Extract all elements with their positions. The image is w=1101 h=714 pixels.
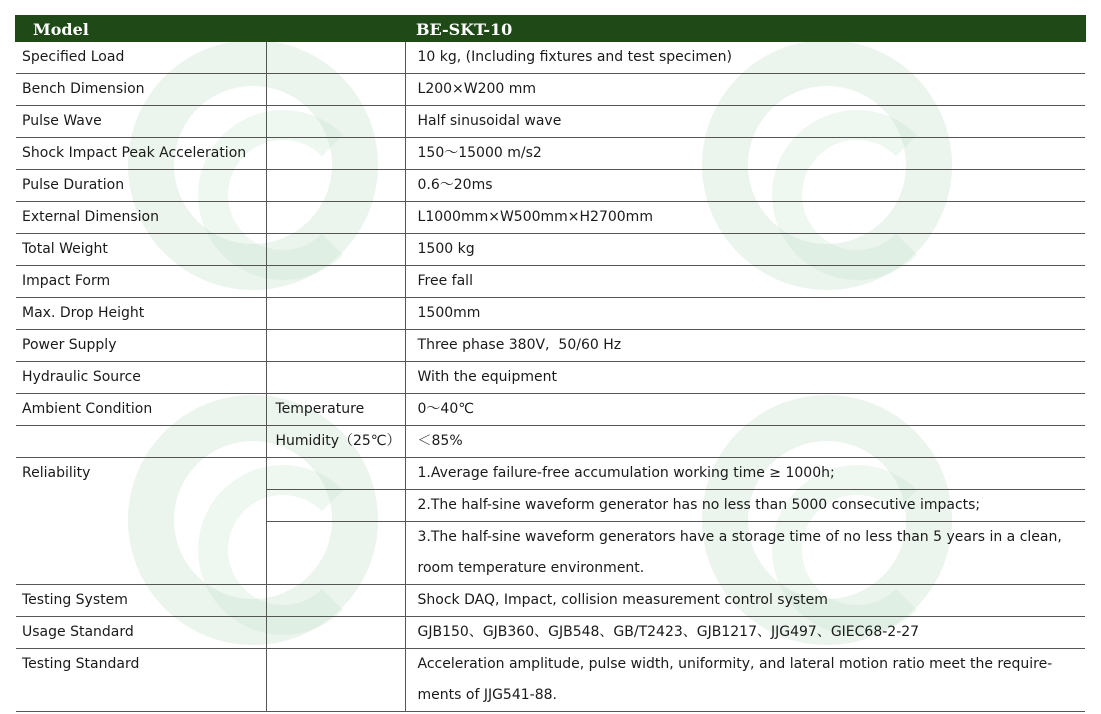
row-sub (266, 202, 405, 234)
row-label: Pulse Wave (16, 106, 266, 138)
row-value: 2.The half-sine waveform generator has no less than 5000 consecutive impacts; (405, 490, 1085, 522)
row-value: 150～15000 m/s2 (405, 138, 1085, 170)
row-value: 0～40℃ (405, 394, 1085, 426)
row-label: External Dimension (16, 202, 266, 234)
table-row (16, 458, 1085, 490)
row-label: Total Weight (16, 234, 266, 266)
row-sub (266, 617, 405, 649)
row-value: Acceleration amplitude, pulse width, uniformity, and lateral motion ratio meet the require-ments of JJG541-88. (405, 649, 1085, 712)
row-label: Max. Drop Height (16, 298, 266, 330)
row-label: Hydraulic Source (16, 362, 266, 394)
row-label: Bench Dimension (16, 74, 266, 106)
row-sub (266, 362, 405, 394)
table-row (16, 298, 1085, 330)
row-value: Shock DAQ, Impact, collision measurement control system (405, 585, 1085, 617)
row-sub (266, 649, 405, 712)
row-value: L1000mm×W500mm×H2700mm (405, 202, 1085, 234)
table-row (16, 202, 1085, 234)
row-sub (266, 41, 405, 74)
row-value: 10 kg, (Including fixtures and test specimen) (405, 41, 1085, 74)
row-sub (266, 522, 405, 585)
row-label: Usage Standard (16, 617, 266, 649)
row-value: 1.Average failure-free accumulation working time ≥ 1000h; (405, 458, 1085, 490)
row-label: Shock Impact Peak Acceleration (16, 138, 266, 170)
table-row (16, 41, 1085, 74)
table-row (16, 106, 1085, 138)
table-row (16, 330, 1085, 362)
row-sub (266, 490, 405, 522)
row-label: Specified Load (16, 41, 266, 74)
row-value: 1500mm (405, 298, 1085, 330)
row-sub (266, 330, 405, 362)
table-row (16, 362, 1085, 394)
row-sub (266, 266, 405, 298)
row-sub (266, 298, 405, 330)
row-sub-label: Temperature (266, 394, 405, 426)
row-label: Power Supply (16, 330, 266, 362)
table-row (16, 74, 1085, 106)
row-value: ＜85% (405, 426, 1085, 458)
row-label (16, 426, 266, 458)
row-sub (266, 74, 405, 106)
row-value: 3.The half-sine waveform generators have a storage time of no less than 5 years in a clean, room temperature environment. (405, 522, 1085, 585)
table-header-row (16, 16, 1085, 41)
row-sub (266, 234, 405, 266)
model-value: BE-SKT-10 (405, 16, 1085, 41)
row-sub (266, 138, 405, 170)
row-value: With the equipment (405, 362, 1085, 394)
table-row (16, 585, 1085, 617)
row-sub-label: Humidity（25℃） (266, 426, 405, 458)
row-label: Ambient Condition (16, 394, 266, 426)
row-value: Three phase 380V, 50/60 Hz (405, 330, 1085, 362)
model-label: Model (16, 16, 405, 41)
row-sub (266, 458, 405, 490)
table-row (16, 138, 1085, 170)
table-row (16, 426, 1085, 458)
row-value: GJB150、GJB360、GJB548、GB/T2423、GJB1217、JJG497、GIEC68-2-27 (405, 617, 1085, 649)
row-label: Reliability (16, 458, 266, 585)
row-value: Half sinusoidal wave (405, 106, 1085, 138)
table-row (16, 266, 1085, 298)
row-value: Free fall (405, 266, 1085, 298)
table-row (16, 394, 1085, 426)
row-label: Pulse Duration (16, 170, 266, 202)
row-value: L200×W200 mm (405, 74, 1085, 106)
row-label: Testing Standard (16, 649, 266, 712)
row-label: Testing System (16, 585, 266, 617)
row-sub (266, 170, 405, 202)
table-row (16, 617, 1085, 649)
row-label: Impact Form (16, 266, 266, 298)
row-sub (266, 106, 405, 138)
table-row (16, 234, 1085, 266)
specification-table (15, 15, 1086, 712)
table-row (16, 649, 1085, 712)
row-sub (266, 585, 405, 617)
table-row (16, 170, 1085, 202)
row-value: 0.6～20ms (405, 170, 1085, 202)
row-value: 1500 kg (405, 234, 1085, 266)
